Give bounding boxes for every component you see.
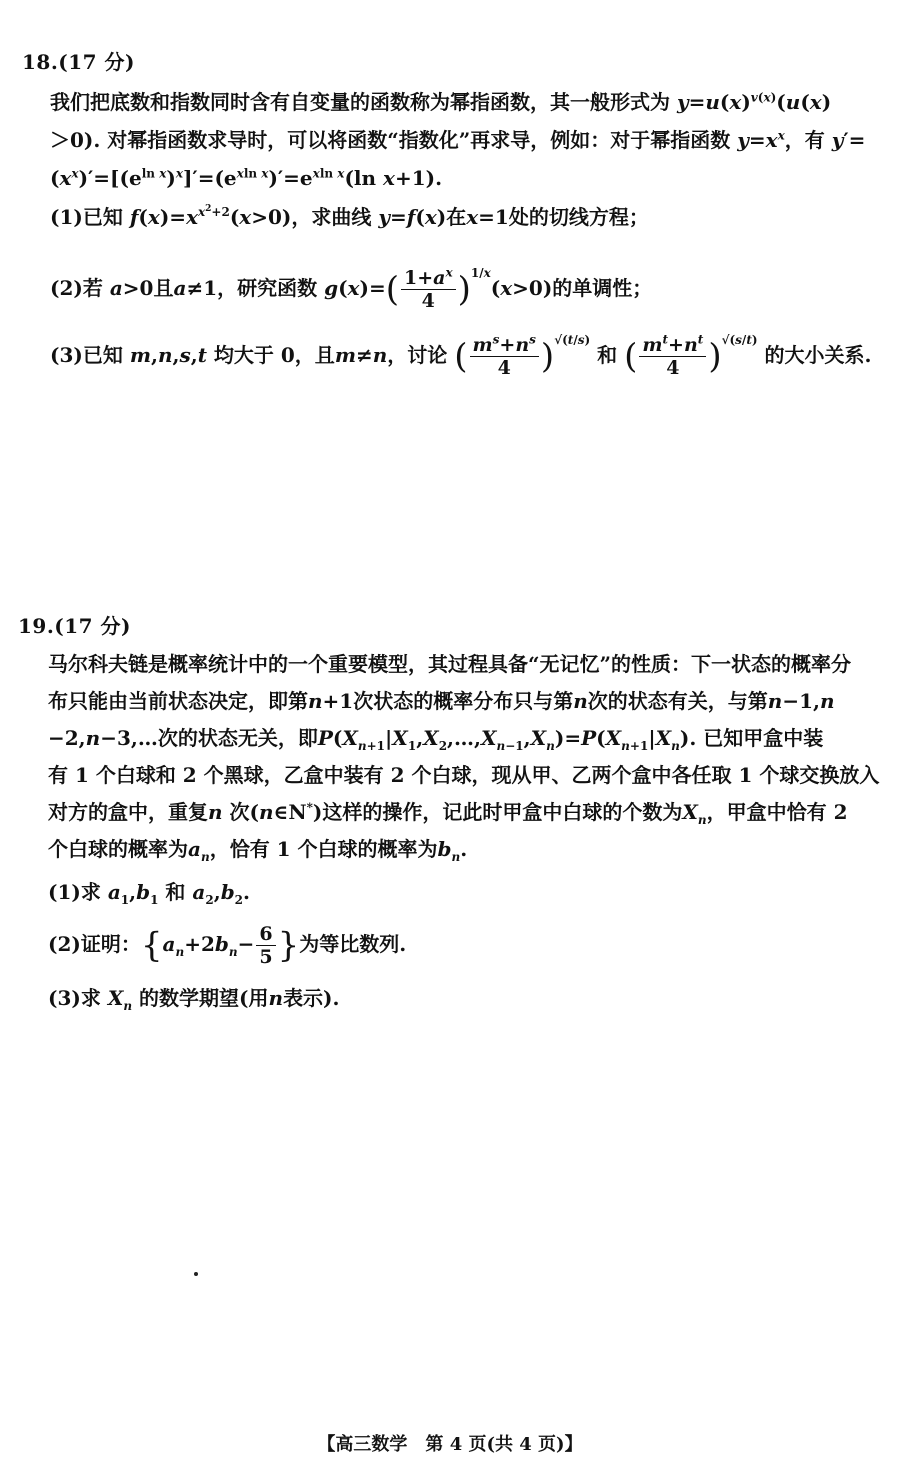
q19-line1-text: 马尔科夫链是概率统计中的一个重要模型，其过程具备“无记忆”的性质：下一状态的概率分: [48, 652, 852, 676]
question-19-header: [18, 610, 131, 639]
page-footer: 【高三数学 第 4 页(共 4 页)】: [317, 1434, 583, 1455]
q18-part2-mid2: ，研究函数: [217, 276, 318, 300]
q18-part1-suffix: 处的切线方程；: [508, 205, 649, 229]
q19-part2: (2)证明：{$a_n+2b_n-$ $\frac{6}{5}$ }为等比数列.: [48, 923, 407, 968]
q18-part2-mid: 且: [153, 276, 174, 300]
q18-part1-label: (1)已知: [50, 205, 123, 229]
q19-part3: (3)求 $X_n$ 的数学期望(用n表示).: [48, 986, 340, 1013]
q19-line1: [48, 650, 851, 678]
q18-part3-suffix: 的大小关系.: [764, 343, 872, 367]
q19-part1: (1)求 $a_1,b_1$ 和 $a_2,b_2$.: [48, 880, 250, 907]
q18-part3-mid: 均大于 0，且: [213, 343, 335, 367]
q19-part1-and: 和: [165, 880, 186, 904]
q18-part3-mid2: ，讨论: [387, 343, 448, 367]
q19-part3-label: (3)求: [48, 986, 101, 1010]
q18-intro-line2: ＞0). 对幂指函数求导时，可以将函数“指数化”再求导，例如：对于幂指函数 $y=x^x$，有 y′=: [50, 128, 866, 152]
q19-line5: 对方的盒中，重复n 次(n∈N*)这样的操作，记此时甲盒中白球的个数为$X_n$，甲盒中恰有 2: [48, 800, 848, 827]
q19-line3-a: 次的状态无关，即: [157, 726, 318, 750]
q19-line4-text: 有 1 个白球和 2 个黑球，乙盒中装有 2 个白球，现从甲、乙两个盒中各任取 1 个球交换放入: [48, 763, 880, 787]
q19-line5-b: 这样的操作，记此时甲盒中白球的个数为: [322, 800, 683, 824]
question-score: (17 分): [54, 614, 132, 638]
q19-line4: [48, 761, 879, 789]
q19-line2-a: 布只能由当前状态决定，即第: [48, 689, 308, 713]
q18-intro-line1: 我们把底数和指数同时含有自变量的函数称为幂指函数，其一般形式为 $y=u(x)^{v(x)}(u(x)$: [50, 90, 832, 114]
q19-part1-label: (1)求: [48, 880, 101, 904]
q18-part2: (2)若 a>0且a≠1，研究函数 g(x)=( $\frac{1+a^x}{4}$ )$^{1/x}$(x>0)的单调性；: [50, 265, 653, 312]
q19-line6-b: ，恰有 1 个白球的概率为: [209, 837, 438, 861]
q18-part3-and: 和: [597, 343, 618, 367]
question-number: 19.: [18, 614, 55, 638]
q19-part2-suffix: 为等比数列.: [299, 932, 407, 956]
q19-line6: 个白球的概率为$a_n$，恰有 1 个白球的概率为$b_n$.: [48, 837, 468, 864]
q18-part2-suffix: 的单调性；: [552, 276, 653, 300]
q18-part1-mid2: 在: [446, 205, 467, 229]
q19-line2-b: 次状态的概率分布只与第: [353, 689, 574, 713]
q18-intro-line3: $(x^x)'=[(e^{ln x})^x]'=(e^{xln x})'=e^{xln x}(\ln$ x+1).: [50, 166, 443, 190]
q19-part3-mid: 的数学期望(用: [139, 986, 269, 1010]
q18-part1-mid: ，求曲线: [291, 205, 372, 229]
fraction: $\frac{6}{5}$: [256, 923, 275, 968]
fraction: $\frac{m^s+n^s}{4}$: [470, 334, 539, 379]
q18-intro-suffix: ，有: [784, 128, 825, 152]
fraction: $\frac{1+a^x}{4}$: [401, 267, 456, 312]
q18-part1: (1)已知 $f(x)=x^{x^2+2}(x>0)$，求曲线 y=f(x)在x=1处的切线方程；: [50, 204, 649, 229]
q19-line3: −2,n−3,…次的状态无关，即$P(X_{n+1}|X_1,X_2,\dots,X_{n-1},X_n)=P(X_{n+1}|X_n)$. 已知甲盒中装: [48, 726, 824, 753]
q19-part3-suffix: 表示).: [283, 986, 340, 1010]
question-number: 18.: [22, 50, 59, 74]
q19-line5-c: ，甲盒中恰有 2: [706, 800, 848, 824]
question-18-header: [22, 46, 135, 75]
q19-line5-a: 对方的盒中，重复: [48, 800, 208, 824]
fraction: $\frac{m^t+n^t}{4}$: [639, 334, 706, 379]
q18-part3-label: (3)已知: [50, 343, 123, 367]
question-score: (17 分): [58, 50, 136, 74]
q18-part3: (3)已知 m,n,s,t 均大于 0，且m≠n，讨论 ( $\frac{m^s+n^s}{4}$ )$^{√(t/s)}$ 和 ( $\frac{m^t+n^t}{4}$ )$^{√(s/t)}$ 的大小关系.: [50, 332, 872, 379]
q19-line6-a: 个白球的概率为: [48, 837, 188, 861]
speck: [194, 1272, 198, 1276]
q19-line2: 布只能由当前状态决定，即第n+1次状态的概率分布只与第n次的状态有关，与第n−1,n: [48, 689, 835, 713]
q19-part2-label: (2)证明：: [48, 932, 141, 956]
q18-part2-label: (2)若: [50, 276, 103, 300]
q19-line2-c: 次的状态有关，与第: [587, 689, 768, 713]
q18-intro-text: 我们把底数和指数同时含有自变量的函数称为幂指函数，其一般形式为: [50, 90, 670, 114]
q19-line3-b: . 已知甲盒中装: [689, 726, 824, 750]
q18-intro-text-2: ＞0). 对幂指函数求导时，可以将函数“指数化”再求导，例如：对于幂指函数: [50, 128, 731, 152]
